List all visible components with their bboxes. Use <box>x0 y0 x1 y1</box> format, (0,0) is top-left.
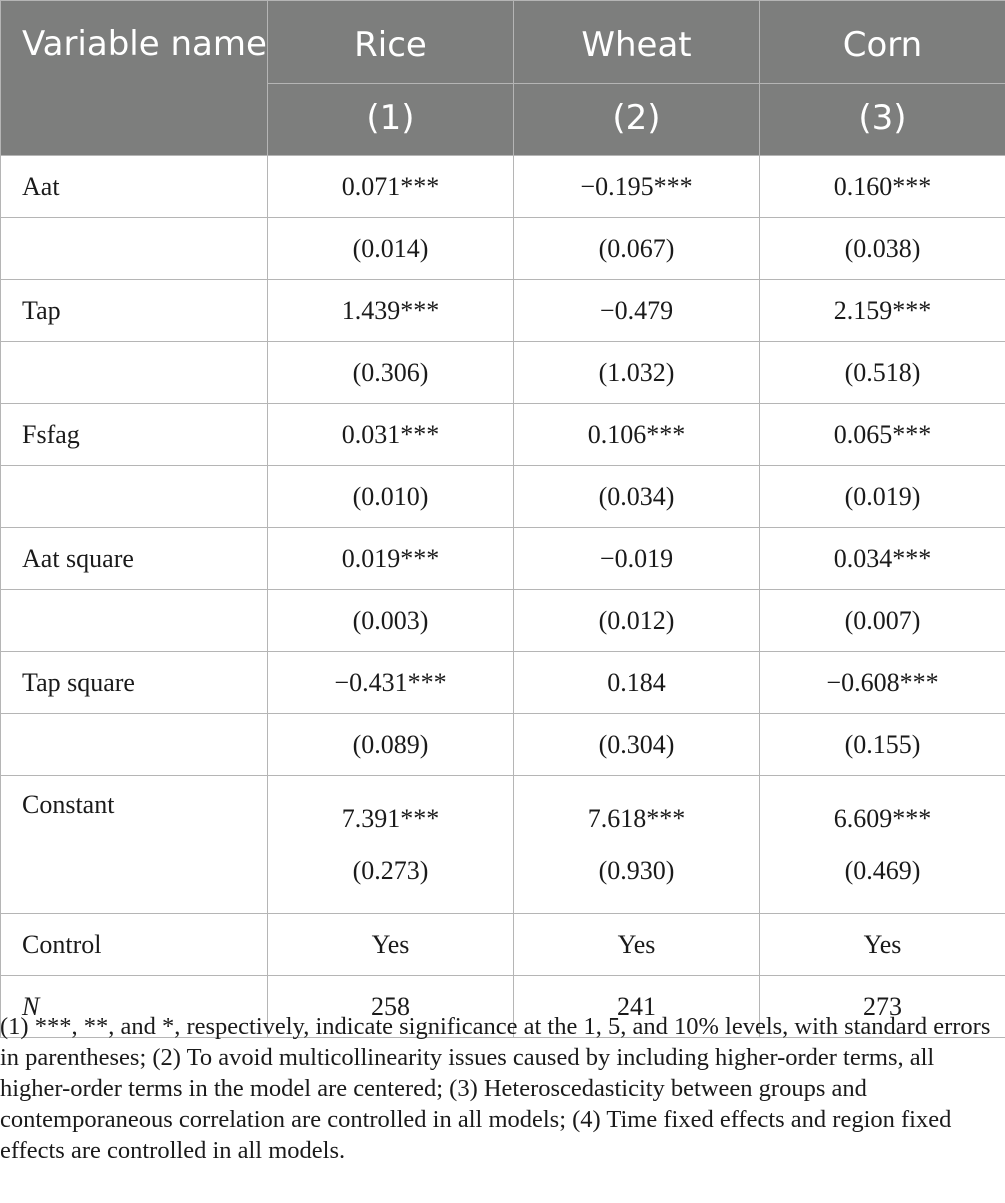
table-cell: (0.089) <box>268 714 514 776</box>
table-cell: (1.032) <box>514 342 760 404</box>
column-header-wheat: Wheat <box>514 1 760 84</box>
table-cell: Yes <box>760 914 1005 976</box>
row-label <box>1 466 268 528</box>
table-cell <box>268 776 514 914</box>
row-label <box>1 714 268 776</box>
table-cell: 1.439*** <box>268 280 514 342</box>
table-cell: −0.479 <box>514 280 760 342</box>
table-cell: 0.065*** <box>760 404 1005 466</box>
standard-error: (0.469) <box>844 855 921 885</box>
table-cell: 0.160*** <box>760 156 1005 218</box>
row-label: Tap <box>1 280 268 342</box>
table-cell: (0.010) <box>268 466 514 528</box>
table-row <box>1 342 1005 404</box>
row-label <box>1 342 268 404</box>
row-label <box>1 590 268 652</box>
table-cell: 258 <box>268 976 514 1038</box>
standard-error: (0.930) <box>598 855 675 885</box>
table-cell: −0.195*** <box>514 156 760 218</box>
table-cell: (0.304) <box>514 714 760 776</box>
table-body <box>1 156 1005 1038</box>
table-cell: Yes <box>514 914 760 976</box>
table-cell: (0.034) <box>514 466 760 528</box>
table-row <box>1 404 1005 466</box>
table-cell: 0.034*** <box>760 528 1005 590</box>
row-label: Aat square <box>1 528 268 590</box>
table-row <box>1 280 1005 342</box>
row-label: Control <box>1 914 268 976</box>
table-cell: 0.184 <box>514 652 760 714</box>
table-cell: (0.014) <box>268 218 514 280</box>
table-cell: 273 <box>760 976 1005 1038</box>
table-cell: −0.431*** <box>268 652 514 714</box>
table-footnote: (1) ***, **, and *, respectively, indicate significance at the 1, 5, and 10% levels, with standard errors in parentheses; (2) To avoid multicollinearity issues caused by including higher-order terms, all higher-order terms in the model are centered; (3) Heteroscedasticity between groups and contemporaneous correlation are controlled in all models; (4) Time fixed effects and region fixed effects are controlled in all models. <box>0 1013 991 1164</box>
column-header-corn: Corn <box>760 1 1005 84</box>
coefficient: 6.609*** <box>833 803 932 833</box>
row-label: Fsfag <box>1 404 268 466</box>
column-header-rice: Rice <box>268 1 514 84</box>
table-row <box>1 652 1005 714</box>
table-cell: 0.071*** <box>268 156 514 218</box>
table-row <box>1 714 1005 776</box>
table-cell: (0.306) <box>268 342 514 404</box>
variable-name-header: Variable name <box>1 1 268 156</box>
row-label <box>1 218 268 280</box>
table-cell: −0.608*** <box>760 652 1005 714</box>
table-cell: (0.003) <box>268 590 514 652</box>
table-cell: Yes <box>268 914 514 976</box>
coefficient: 7.391*** <box>341 803 440 833</box>
table-cell: (0.012) <box>514 590 760 652</box>
table-header <box>1 1 1005 156</box>
table-cell: (0.518) <box>760 342 1005 404</box>
row-label: N <box>1 976 268 1038</box>
table-cell: −0.019 <box>514 528 760 590</box>
table-row <box>1 528 1005 590</box>
table-cell: 0.106*** <box>514 404 760 466</box>
table-cell: 0.019*** <box>268 528 514 590</box>
constant-row <box>1 776 1005 914</box>
table-cell <box>760 776 1005 914</box>
standard-error: (0.273) <box>352 855 429 885</box>
table-cell: (0.019) <box>760 466 1005 528</box>
table-row <box>1 156 1005 218</box>
control-row <box>1 914 1005 976</box>
table-cell: 241 <box>514 976 760 1038</box>
table-cell: (0.007) <box>760 590 1005 652</box>
column-number-1: (1) <box>268 84 514 156</box>
table-cell: 2.159*** <box>760 280 1005 342</box>
table-row <box>1 466 1005 528</box>
table-cell: 0.031*** <box>268 404 514 466</box>
table-row <box>1 590 1005 652</box>
column-number-2: (2) <box>514 84 760 156</box>
row-label: Aat <box>1 156 268 218</box>
row-label: Tap square <box>1 652 268 714</box>
table-row <box>1 218 1005 280</box>
coefficient: 7.618*** <box>587 803 686 833</box>
table-cell: (0.067) <box>514 218 760 280</box>
table-cell: (0.038) <box>760 218 1005 280</box>
table-cell <box>514 776 760 914</box>
table-cell: (0.155) <box>760 714 1005 776</box>
column-number-3: (3) <box>760 84 1005 156</box>
row-label: Constant <box>1 776 268 914</box>
